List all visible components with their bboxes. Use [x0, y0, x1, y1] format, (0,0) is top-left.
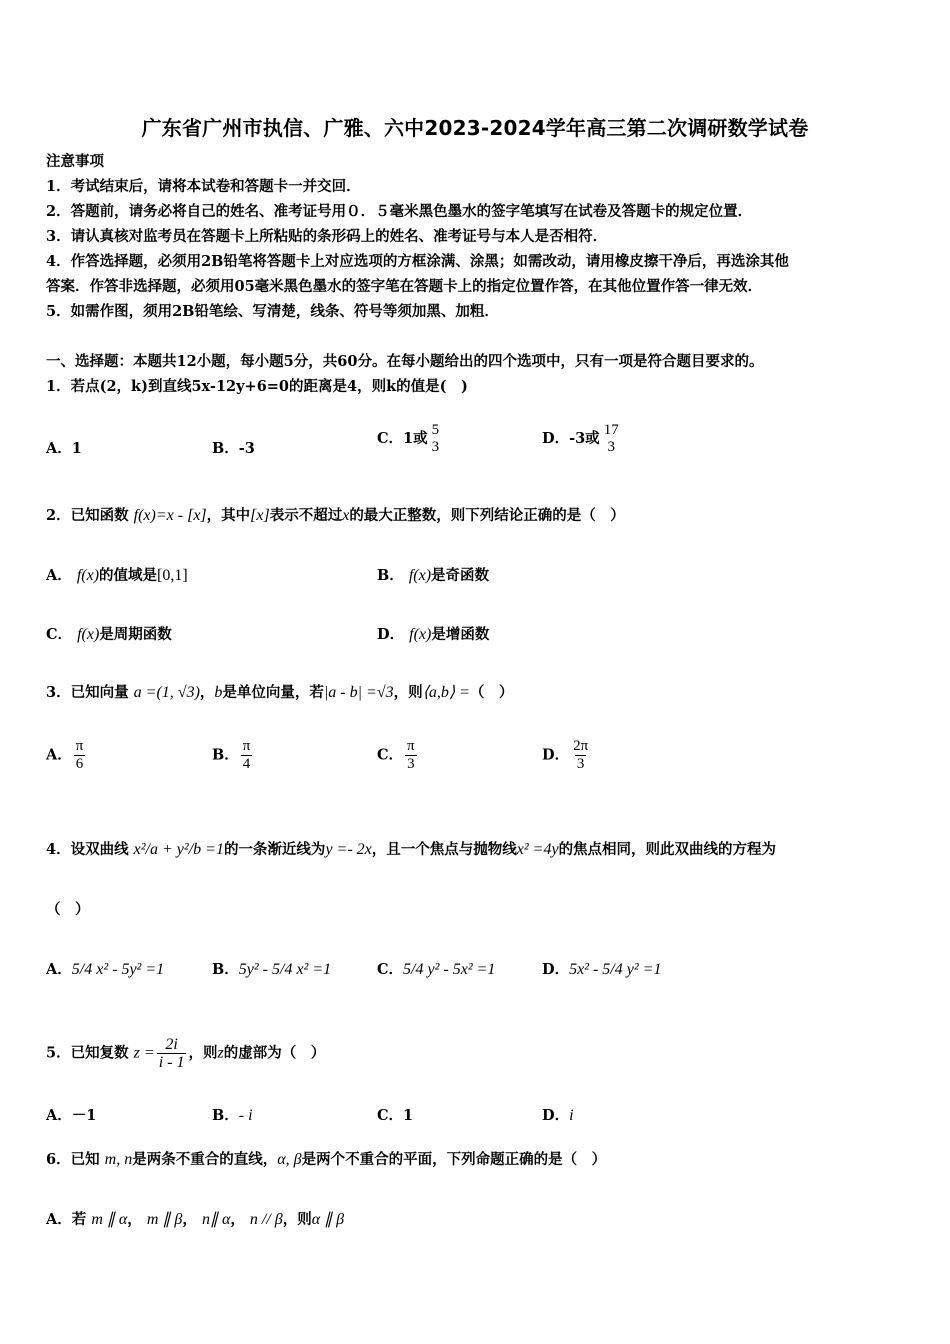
- q3-text: （ ）: [469, 684, 514, 701]
- q2-b-label: B．: [377, 567, 404, 584]
- q1-d-prefix: D．-3或: [542, 430, 600, 447]
- q5-den: i - 1: [158, 1054, 185, 1071]
- q6-cond-4: n // β: [249, 1211, 283, 1228]
- q6-lines: m, n: [104, 1151, 133, 1168]
- q3-a-label: A．: [46, 746, 72, 764]
- q5-d-label: D．: [542, 1107, 570, 1124]
- question-5-stem: [46, 1036, 325, 1071]
- q1-d-fraction: [602, 422, 621, 456]
- q5-fraction: [157, 1036, 187, 1071]
- q4-option-c: [377, 958, 495, 979]
- q3-c-den: 3: [407, 756, 415, 772]
- q6-cond-1: m ∥ α: [91, 1211, 128, 1228]
- q4-asymptote: y =- 2x: [325, 841, 372, 858]
- q6-then: ，则: [282, 1211, 312, 1228]
- q3-d-label: D．: [542, 746, 570, 764]
- q2-function: f(x)=x - [x]: [133, 507, 207, 524]
- q2-floor: [x]: [250, 507, 270, 524]
- q3-c-label: C．: [377, 746, 404, 764]
- notice-heading: 注意事项: [46, 153, 104, 170]
- question-6-stem: [46, 1150, 606, 1170]
- q4-hyperbola: x²/a + y²/b =1: [133, 841, 224, 858]
- q1-option-d: [542, 422, 623, 456]
- question-1-stem: 1．若点(2，k)到直线5x-12y+6=0的距离是4，则k的值是( ): [46, 378, 468, 395]
- q1-d-num: 17: [603, 422, 619, 438]
- q5-text: ，则: [188, 1044, 218, 1062]
- q5-option-b: [212, 1104, 253, 1125]
- q5-z-eq: z =: [133, 1044, 155, 1062]
- q6-a-label: A．若: [46, 1211, 87, 1228]
- q2-a-f: f(x): [76, 567, 100, 584]
- q6-sep: ，: [182, 1211, 197, 1228]
- q6-text: 6．已知: [46, 1151, 100, 1168]
- q3-a-num: π: [75, 738, 84, 754]
- q2-a-text: 的值域是: [99, 567, 158, 584]
- q2-a-label: A．: [46, 567, 72, 584]
- q3-option-d: [542, 738, 592, 773]
- q4-text: ，且一个焦点与抛物线: [371, 841, 517, 858]
- q6-sep: ，: [230, 1211, 245, 1228]
- notice-item: 4．作答选择题，必须用2B铅笔将答题卡上对应选项的方框涂满、涂黑；如需改动，请用橡皮擦干净后，再选涂其他: [46, 253, 789, 270]
- q6-text: 是两个不重合的平面，下列命题正确的是（ ）: [301, 1151, 607, 1168]
- q3-c-frac: [405, 738, 417, 773]
- q3-vector-a: a =(1, √3): [133, 684, 200, 701]
- q3-text: 3．已知向量: [46, 684, 129, 701]
- q4-c-label: C．: [377, 961, 404, 978]
- q2-d-f: f(x): [409, 626, 432, 643]
- q4-option-a: [46, 958, 164, 979]
- q2-option-c: [46, 623, 172, 644]
- q4-b-eq: 5y² - 5/4 x² =1: [238, 961, 332, 978]
- q2-b-f: f(x): [408, 567, 432, 584]
- q4-text: 4．设双曲线: [46, 841, 129, 858]
- q4-paren: （ ）: [46, 901, 90, 918]
- q4-c-eq: 5/4 y² - 5x² =1: [403, 961, 496, 978]
- notice-item: 答案．作答非选择题，必须用05毫米黑色墨水的签字笔在答题卡上的指定位置作答，在其他位置作答一律无效．: [46, 278, 763, 295]
- q3-text: ，: [199, 684, 215, 701]
- q6-cond-2: m ∥ β: [146, 1211, 183, 1228]
- q6-text: 是两条不重合的直线，: [132, 1151, 278, 1168]
- q3-angle: ⟨a,b⟩ =: [422, 684, 470, 701]
- q4-d-eq: 5x² - 5/4 y² =1: [569, 961, 662, 978]
- q2-var: x: [342, 507, 350, 524]
- q4-text: 的焦点相同，则此双曲线的方程为: [558, 841, 777, 858]
- q1-d-den: 3: [607, 439, 615, 455]
- notice-item: 1．考试结束后，请将本试卷和答题卡一并交回．: [46, 178, 361, 195]
- question-4-stem: [46, 840, 776, 860]
- section-heading: 一、选择题：本题共12小题，每小题5分，共60分。在每小题给出的四个选项中，只有一项是符合题目要求的。: [46, 353, 764, 370]
- q2-text: 2．已知函数: [46, 507, 129, 524]
- q2-c-text: 是周期函数: [99, 626, 172, 643]
- q3-d-den: 3: [576, 756, 585, 772]
- q6-sep: ，: [127, 1211, 142, 1228]
- question-2-stem: [46, 506, 625, 526]
- q4-a-label: A．: [46, 961, 72, 978]
- q1-c-fraction: [430, 422, 442, 456]
- q6-conclusion: α ∥ β: [311, 1211, 345, 1228]
- notice-item: 5．如需作图，须用2B铅笔绘、写清楚，线条、符号等须加黑、加粗．: [46, 303, 499, 320]
- q4-a-eq: 5/4 x² - 5y² =1: [71, 961, 165, 978]
- q4-parabola: x² =4y: [516, 841, 559, 858]
- q5-option-a: A．－1: [46, 1107, 97, 1124]
- q3-c-num: π: [407, 738, 415, 754]
- q1-option-c: [377, 422, 443, 456]
- q2-text: 表示不超过: [269, 507, 343, 524]
- q4-b-label: B．: [212, 961, 239, 978]
- q6-option-a: [46, 1208, 344, 1229]
- q3-d-num: 2π: [573, 738, 589, 754]
- q2-option-b: [377, 564, 489, 585]
- q3-text: ，则: [393, 684, 423, 701]
- q1-option-a: A．1: [46, 440, 82, 457]
- q6-planes: α, β: [277, 1151, 302, 1168]
- notice-item: 2．答题前，请务必将自己的姓名、准考证号用０．５毫米黑色墨水的签字笔填写在试卷及答题卡的规定位置．: [46, 203, 753, 220]
- question-3-stem: [46, 683, 513, 703]
- q3-vector-b: b: [214, 684, 223, 701]
- q3-text: 是单位向量，若: [222, 684, 324, 701]
- q3-b-label: B．: [212, 746, 239, 764]
- q2-d-label: D．: [377, 626, 405, 643]
- q4-option-d: [542, 958, 661, 979]
- q5-num: 2i: [165, 1036, 178, 1053]
- q1-c-den: 3: [431, 439, 440, 455]
- q5-option-c: C．1: [377, 1107, 414, 1124]
- q3-option-b: [212, 738, 254, 773]
- q3-b-frac: [241, 738, 253, 773]
- q2-text: 的最大正整数，则下列结论正确的是（ ）: [349, 507, 625, 524]
- q3-d-frac: [571, 738, 590, 773]
- q2-d-text: 是增函数: [431, 626, 490, 643]
- q5-z: z: [217, 1044, 224, 1062]
- q2-a-interval: [0,1]: [157, 567, 188, 584]
- q2-option-a: [46, 564, 188, 585]
- q2-c-f: f(x): [77, 626, 100, 643]
- q4-option-b: [212, 958, 331, 979]
- q2-option-d: [377, 623, 489, 644]
- exam-title: 广东省广州市执信、广雅、六中2023-2024学年高三第二次调研数学试卷: [141, 116, 809, 140]
- q5-text: 5．已知复数: [46, 1044, 129, 1062]
- q3-option-a: [46, 738, 87, 773]
- q5-b-val: - i: [238, 1107, 253, 1124]
- q2-c-label: C．: [46, 626, 73, 643]
- notice-item: 3．请认真核对监考员在答题卡上所粘贴的条形码上的姓名、准考证号与本人是否相符．: [46, 228, 608, 245]
- q5-option-d: [542, 1104, 574, 1125]
- q3-a-frac: [74, 738, 86, 773]
- q3-b-den: 4: [242, 756, 251, 772]
- q3-abs: |a - b| =√3: [323, 684, 394, 701]
- q4-d-label: D．: [542, 961, 570, 978]
- q3-a-den: 6: [75, 756, 84, 772]
- q1-option-b: B．-3: [212, 440, 255, 457]
- q5-b-label: B．: [212, 1107, 239, 1124]
- q4-text: 的一条渐近线为: [223, 841, 326, 858]
- q3-option-c: [377, 738, 419, 773]
- q2-b-text: 是奇函数: [431, 567, 490, 584]
- q1-c-num: 5: [431, 422, 440, 438]
- q3-b-num: π: [242, 738, 251, 754]
- q1-c-prefix: C．1或: [377, 430, 428, 447]
- q5-text: 的虚部为（ ）: [223, 1044, 326, 1062]
- q2-text: ，其中: [206, 507, 251, 524]
- q6-cond-3: n∥ α: [201, 1211, 231, 1228]
- q5-d-val: i: [569, 1107, 574, 1124]
